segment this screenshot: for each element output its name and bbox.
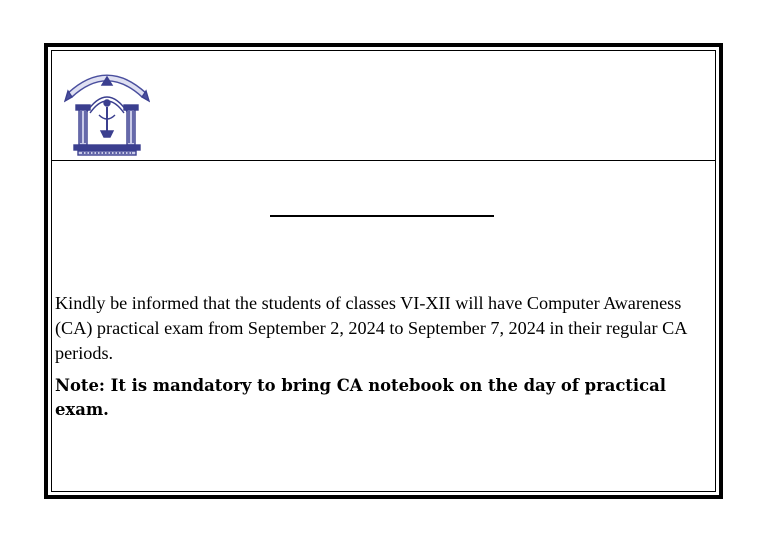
header-divider <box>52 160 715 161</box>
school-emblem-icon <box>64 63 150 159</box>
title-underline <box>270 215 494 217</box>
mandatory-note: Note: It is mandatory to bring CA notebook on the day of practical exam. <box>55 376 666 419</box>
notice-inner-border <box>51 50 716 492</box>
notice-outer-border <box>44 43 723 499</box>
notice-body-text: Kindly be informed that the students of classes VI-XII will have Computer Awareness (CA) practical exam from September 2, 2024 to September 7, 2024 in their regular CA periods. <box>55 293 687 363</box>
